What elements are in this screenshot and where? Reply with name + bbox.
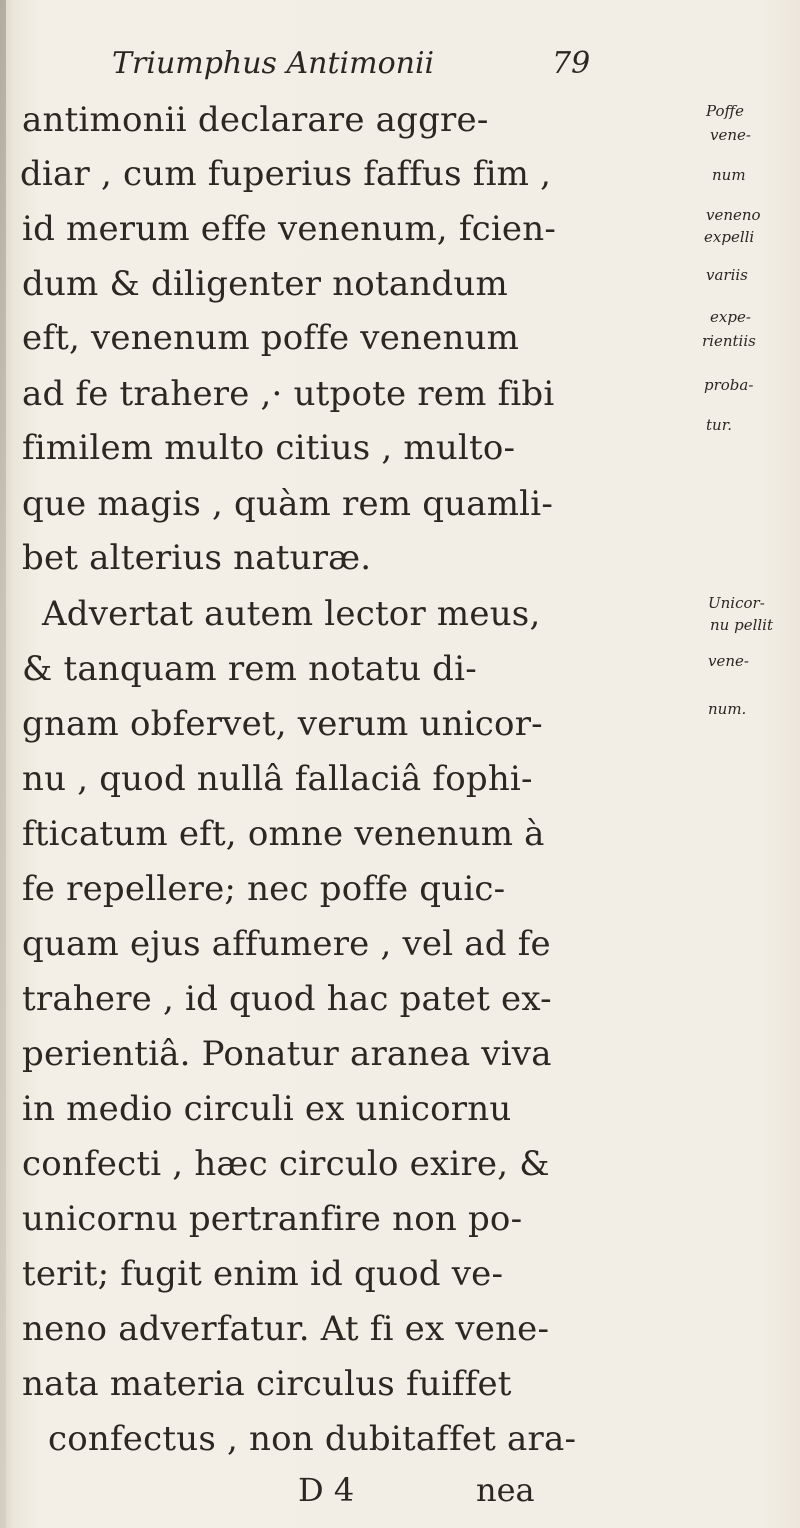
body-line: antimonii declarare aggre-	[22, 100, 489, 140]
page-number: 79	[552, 46, 591, 81]
body-line: nu , quod nullâ fallaciâ fophi-	[22, 759, 533, 799]
body-line: eft, venenum poffe venenum	[22, 318, 520, 358]
margin-note: proba-	[704, 376, 754, 394]
body-line: id merum effe venenum, fcien-	[22, 209, 557, 249]
body-line: ad fe trahere ,· utpote rem fibi	[22, 374, 555, 414]
margin-note: expe-	[710, 308, 751, 326]
margin-note: rientiis	[702, 332, 756, 350]
body-line: nata materia circulus fuiffet	[22, 1364, 512, 1404]
catchword: nea	[476, 1471, 535, 1509]
body-line: terit; fugit enim id quod ve-	[22, 1254, 504, 1294]
margin-note: num.	[708, 700, 747, 718]
margin-note: veneno	[706, 206, 761, 224]
body-line: confecti , hæc circulo exire, &	[22, 1144, 550, 1184]
margin-note: Unicor-	[708, 594, 765, 612]
body-line: bet alterius naturæ.	[22, 538, 372, 578]
margin-note: Poffe	[706, 102, 745, 120]
margin-note: nu pellit	[710, 616, 773, 634]
body-line: fimilem multo citius , multo-	[22, 428, 516, 468]
body-line: quam ejus affumere , vel ad fe	[22, 924, 551, 964]
body-line: & tanquam rem notatu di-	[22, 649, 477, 689]
margin-note: expelli	[704, 228, 755, 246]
margin-note: variis	[706, 266, 748, 284]
body-line: neno adverfatur. At fi ex vene-	[22, 1309, 550, 1349]
body-line: dum & diligenter notandum	[22, 264, 508, 304]
signature-mark: D 4	[298, 1471, 355, 1509]
body-line: perientiâ. Ponatur aranea viva	[22, 1034, 552, 1074]
running-head-title: Triumphus Antimonii	[112, 46, 435, 81]
body-line: gnam obfervet, verum unicor-	[22, 704, 543, 744]
body-line: fe repellere; nec poffe quic-	[22, 869, 506, 909]
margin-note: tur.	[706, 416, 732, 434]
body-line: Advertat autem lector meus,	[42, 594, 541, 634]
margin-note: num	[712, 166, 746, 184]
margin-note: vene-	[708, 652, 749, 670]
body-line: fticatum eft, omne venenum à	[22, 814, 545, 854]
body-line: que magis , quàm rem quamli-	[22, 484, 554, 524]
body-line: diar , cum fuperius faffus fim ,	[20, 154, 552, 194]
body-line: trahere , id quod hac patet ex-	[22, 979, 552, 1019]
margin-note: vene-	[710, 126, 751, 144]
body-line: confectus , non dubitaffet ara-	[48, 1419, 577, 1459]
body-line: in medio circuli ex unicornu	[22, 1089, 512, 1129]
body-line: unicornu pertranfire non po-	[22, 1199, 523, 1239]
